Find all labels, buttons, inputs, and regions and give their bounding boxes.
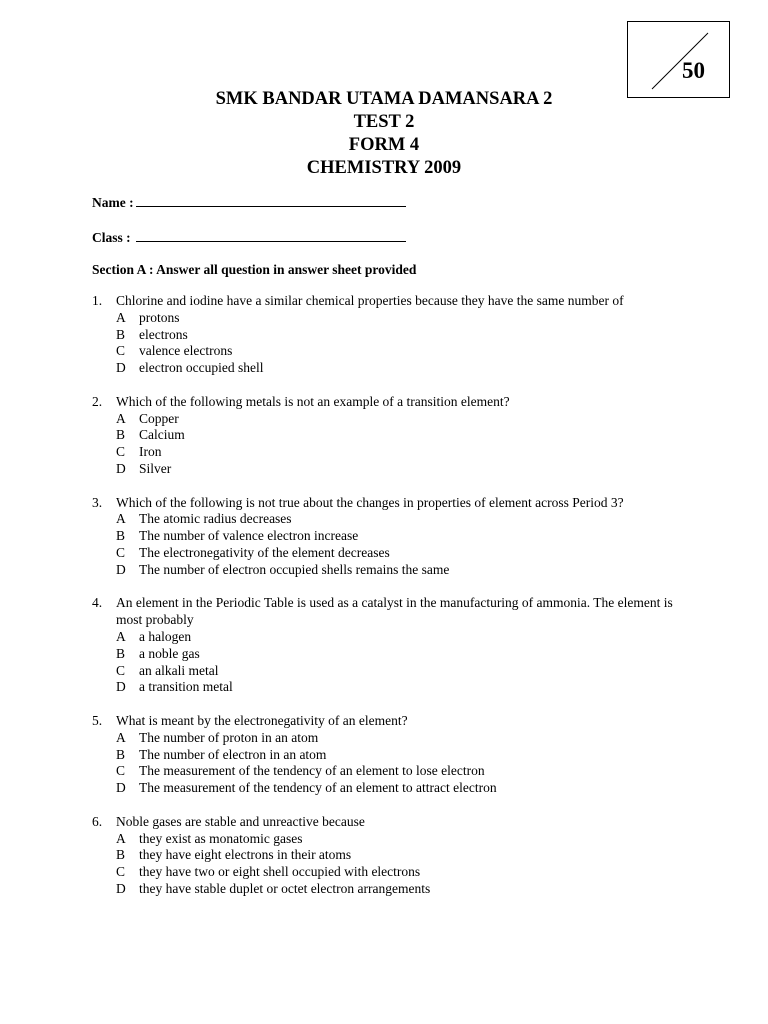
subject-title: CHEMISTRY 2009 [306,158,462,178]
option-letter: A [116,830,126,846]
option-text: they have eight electrons in their atoms [139,847,352,863]
score-box [627,21,730,98]
answer-option [92,427,682,444]
option-letter: D [116,679,126,695]
answer-option [92,780,682,797]
question-number: 6. [92,813,103,829]
option-letter: B [116,847,126,863]
option-letter: C [116,343,126,359]
option-letter: C [116,662,126,678]
question-text: An element in the Periodic Table is used as a catalyst in the manufacturing of ammonia. The element is most probably [116,595,673,628]
class-field [92,228,406,247]
option-letter: C [116,763,126,779]
option-text: electrons [139,326,188,342]
option-text: The number of proton in an atom [139,729,319,745]
option-letter: A [116,729,126,745]
form-level: FORM 4 [348,135,420,155]
question-text: Chlorine and iodine have a similar chemical properties because they have the same number of [116,293,624,308]
option-text: The number of valence electron increase [139,528,359,544]
question-item [92,713,682,797]
option-letter: B [116,326,126,342]
answer-option [92,679,682,696]
option-letter: D [116,880,126,896]
option-text: protons [139,309,180,325]
section-title: Section A : Answer all question in answer sheet provided [92,262,417,277]
option-text: The measurement of the tendency of an element to lose electron [139,763,485,779]
school-name: SMK BANDAR UTAMA DAMANSARA 2 [215,89,553,109]
answer-option [92,444,682,461]
answer-option [92,545,682,562]
answer-option [92,663,682,680]
option-letter: D [116,460,126,476]
test-title: TEST 2 [353,112,415,132]
option-letter: D [116,561,126,577]
question-text: Which of the following is not true about the changes in properties of element across Period 3? [116,494,624,510]
score-total: 50 [682,58,705,83]
class-line[interactable] [136,228,406,242]
answer-option [92,747,682,764]
option-letter: A [116,309,126,325]
answer-option [92,461,682,478]
option-text: Calcium [139,427,185,443]
answer-option [92,881,682,898]
answer-option [92,864,682,881]
option-letter: B [116,645,126,661]
answer-option [92,730,682,747]
question-item [92,595,682,696]
answer-option [92,360,682,377]
option-text: electron occupied shell [139,360,264,376]
question-row [92,595,682,629]
question-number: 5. [92,712,103,728]
option-text: The number of electron occupied shells remains the same [139,561,450,577]
answer-option [92,411,682,428]
question-number: 3. [92,494,103,510]
option-text: Copper [139,410,179,426]
option-letter: A [116,511,126,527]
answer-option [92,327,682,344]
question-number: 4. [92,595,103,611]
option-text: they have stable duplet or octet electron arrangements [139,880,431,896]
question-item [92,814,682,898]
question-text: What is meant by the electronegativity of an element? [116,712,408,728]
exam-header [0,88,768,180]
question-list [92,293,682,914]
question-item [92,394,682,478]
question-text: Noble gases are stable and unreactive because [116,813,365,829]
option-letter: B [116,427,126,443]
question-text: Which of the following metals is not an example of a transition element? [116,393,510,409]
answer-option [92,847,682,864]
option-text: a transition metal [139,679,233,695]
answer-option [92,763,682,780]
option-text: a halogen [139,628,192,644]
class-label: Class : [92,230,131,245]
option-text: Iron [139,444,162,460]
option-letter: C [116,864,126,880]
question-row [92,293,682,310]
option-letter: B [116,528,126,544]
option-letter: A [116,410,126,426]
option-text: Silver [139,460,172,476]
answer-option [92,343,682,360]
option-text: The number of electron in an atom [139,746,327,762]
name-field [92,193,406,212]
option-text: The measurement of the tendency of an element to attract electron [139,780,497,796]
answer-option [92,528,682,545]
option-text: they exist as monatomic gases [139,830,303,846]
name-label: Name : [92,195,134,210]
question-item [92,293,682,377]
name-line[interactable] [136,193,406,207]
option-letter: B [116,746,126,762]
question-row [92,495,682,512]
option-text: a noble gas [139,645,200,661]
option-text: The electronegativity of the element decreases [139,544,390,560]
option-letter: C [116,544,126,560]
option-text: valence electrons [139,343,233,359]
option-letter: C [116,444,126,460]
question-number: 2. [92,393,103,409]
question-row [92,394,682,411]
answer-option [92,629,682,646]
answer-option [92,646,682,663]
question-item [92,495,682,579]
answer-option [92,562,682,579]
option-letter: D [116,360,126,376]
answer-option [92,511,682,528]
option-letter: D [116,780,126,796]
answer-option [92,831,682,848]
question-row [92,713,682,730]
option-letter: A [116,628,126,644]
option-text: they have two or eight shell occupied with electrons [139,864,421,880]
question-row [92,814,682,831]
answer-option [92,310,682,327]
question-number: 1. [92,293,103,308]
option-text: The atomic radius decreases [139,511,292,527]
option-text: an alkali metal [139,662,219,678]
